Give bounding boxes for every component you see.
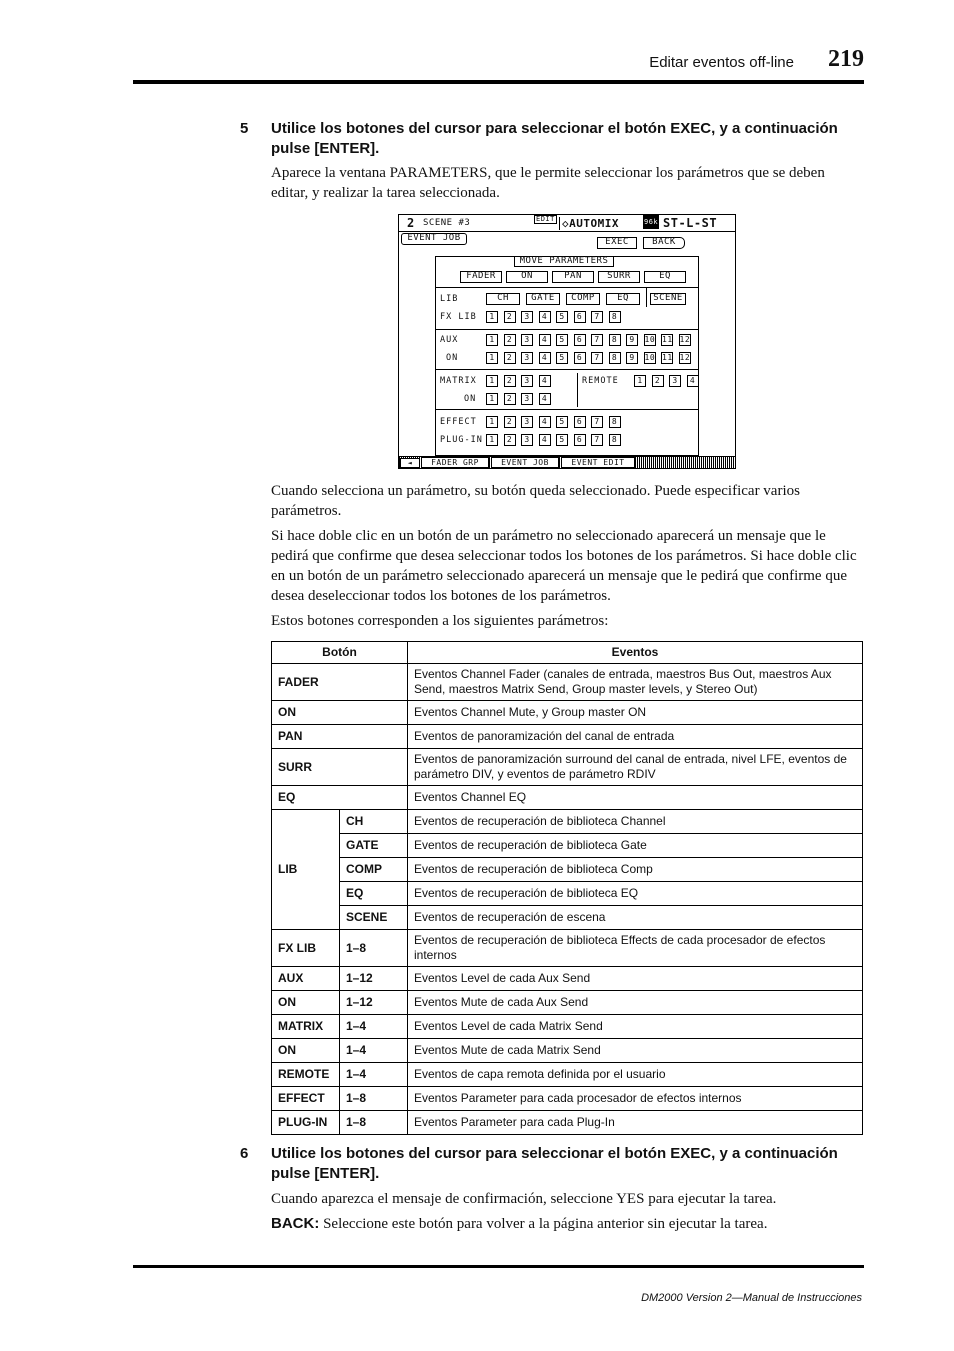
lcd-surr-button[interactable]: SURR [598, 271, 640, 283]
lcd-number-button[interactable]: 1 [486, 434, 498, 446]
lcd-number-button[interactable]: 6 [574, 416, 586, 428]
lcd-title-bar [399, 215, 735, 232]
table-cell-sub: 1–8 [340, 930, 408, 967]
table-cell-event: Eventos Channel Fader (canales de entrada, maestros Bus Out, maestros Aux Send, maestros Matrix Send, Group master levels, y Stereo Out) [408, 664, 863, 701]
lcd-number-button[interactable]: 9 [626, 352, 638, 364]
table-cell-event: Eventos Parameter para cada procesador de efectos internos [408, 1087, 863, 1111]
lcd-number-button[interactable]: 4 [539, 393, 551, 405]
table-cell-button: SURR [272, 749, 408, 786]
table-cell-button: EQ [272, 786, 408, 810]
lcd-fader-button[interactable]: FADER [460, 271, 502, 283]
lcd-number-button[interactable]: 7 [591, 334, 603, 346]
table-cell-button: REMOTE [272, 1063, 340, 1087]
lcd-lib-eq-button[interactable]: EQ [606, 293, 640, 305]
table-cell-button: PAN [272, 725, 408, 749]
table-cell-event: Eventos de recuperación de escena [408, 906, 863, 930]
lcd-aux-label: AUX [440, 335, 459, 345]
table-cell-button: AUX [272, 967, 340, 991]
lcd-number-button[interactable]: 4 [539, 434, 551, 446]
back-note [271, 1214, 863, 1234]
lcd-number-button[interactable]: 11 [662, 335, 673, 344]
lcd-number-button[interactable]: 1 [486, 416, 498, 428]
lcd-number-button[interactable]: 3 [521, 375, 533, 387]
lcd-number-button[interactable]: 12 [679, 335, 691, 344]
table-cell-event: Eventos Channel Mute, y Group master ON [408, 701, 863, 725]
table-cell-button: MATRIX [272, 1015, 340, 1039]
step-6-number: 6 [240, 1145, 249, 1162]
table-cell-button: ON [272, 701, 408, 725]
lcd-screen [398, 214, 736, 469]
lcd-number-button[interactable]: 8 [609, 416, 621, 428]
lcd-number-button[interactable]: 4 [687, 375, 699, 387]
table-cell-sub: EQ [340, 882, 408, 906]
lcd-aux-on-label: ON [446, 353, 459, 363]
table-cell-sub: 1–8 [340, 1111, 408, 1135]
lcd-number-button[interactable]: 4 [539, 334, 551, 346]
page-number: 219 [828, 46, 864, 72]
lcd-lib-label: LIB [440, 294, 459, 304]
table-cell-sub: COMP [340, 858, 408, 882]
table-cell-sub: 1–4 [340, 1015, 408, 1039]
lcd-back-button[interactable]: BACK [643, 237, 685, 249]
table-cell-sub: GATE [340, 834, 408, 858]
lcd-number-button[interactable]: 3 [521, 393, 533, 405]
lcd-number-button[interactable]: 3 [521, 352, 533, 364]
lcd-number-button[interactable]: 6 [574, 311, 586, 323]
lcd-number-button[interactable]: 5 [556, 311, 568, 323]
running-header-title: Editar eventos off-line [649, 54, 794, 71]
lcd-scene-number: 2 [407, 216, 415, 230]
lcd-number-button[interactable]: 1 [486, 334, 498, 346]
lcd-fs-badge: 96k [643, 215, 659, 229]
lcd-matrix-on-label: ON [464, 394, 477, 404]
lcd-number-button[interactable]: 2 [504, 434, 516, 446]
parameters-table [271, 641, 863, 1135]
lcd-number-button[interactable]: 6 [574, 334, 586, 346]
table-cell-event: Eventos de panoramización del canal de entrada [408, 725, 863, 749]
step-6-instruction: Utilice los botones del cursor para seleccionar el botón EXEC, y a continuación pulse [ENTER]. [271, 1145, 838, 1182]
lcd-number-button[interactable]: 4 [539, 416, 551, 428]
lcd-panel-title: MOVE PARAMETERS [514, 256, 614, 267]
lcd-number-button[interactable]: 5 [556, 334, 568, 346]
lcd-number-button[interactable]: 4 [539, 311, 551, 323]
lcd-number-button[interactable]: 7 [591, 416, 603, 428]
table-cell-event: Eventos Parameter para cada Plug-In [408, 1111, 863, 1135]
table-cell-button: ON [272, 1039, 340, 1063]
lcd-number-button[interactable]: 1 [486, 352, 498, 364]
lcd-number-button[interactable]: 1 [634, 375, 646, 387]
lcd-number-button[interactable]: 2 [504, 393, 516, 405]
lcd-number-button[interactable]: 1 [486, 311, 498, 323]
lcd-number-button[interactable]: 2 [504, 416, 516, 428]
back-term: BACK: [271, 1215, 320, 1232]
table-cell-sub: CH [340, 810, 408, 834]
lcd-number-button[interactable]: 5 [556, 352, 568, 364]
step-5-text: Aparece la ventana PARAMETERS, que le permite seleccionar los parámetros que se deben editar, y realizar la tarea seleccionada. [271, 165, 825, 201]
table-cell-sub: 1–4 [340, 1063, 408, 1087]
lcd-number-button[interactable]: 10 [644, 353, 656, 362]
table-cell-sub: 1–8 [340, 1087, 408, 1111]
lcd-on-button[interactable]: ON [506, 271, 548, 283]
lcd-tab-scroll-left-icon[interactable]: ◄ [400, 458, 420, 468]
table-cell-button: FADER [272, 664, 408, 701]
table-header-eventos: Eventos [408, 642, 863, 664]
lcd-number-button[interactable]: 2 [504, 352, 516, 364]
lcd-event-job-tab: EVENT JOB [401, 233, 467, 245]
table-cell-sub: 1–4 [340, 1039, 408, 1063]
table-cell-event: Eventos Level de cada Aux Send [408, 967, 863, 991]
table-cell-event: Eventos Level de cada Matrix Send [408, 1015, 863, 1039]
lcd-number-button[interactable]: 12 [679, 353, 691, 362]
lcd-tab-bar [399, 456, 735, 468]
back-text: Seleccione este botón para volver a la página anterior sin ejecutar la tarea. [323, 1216, 768, 1232]
table-cell-button: ON [272, 991, 340, 1015]
lcd-number-button[interactable]: 4 [539, 375, 551, 387]
lcd-plugin-label: PLUG-IN [440, 435, 483, 445]
lcd-pan-button[interactable]: PAN [552, 271, 594, 283]
table-cell-event: Eventos de capa remota definida por el usuario [408, 1063, 863, 1087]
lcd-edit-badge: EDIT [536, 215, 555, 223]
lcd-automix: ◇AUTOMIX [559, 217, 619, 230]
lcd-lib-scene-button[interactable]: SCENE [650, 293, 686, 305]
lcd-number-button[interactable]: 1 [486, 375, 498, 387]
step-5-instruction: Utilice los botones del cursor para seleccionar el botón EXEC, y a continuación pulse [ENTER]. [271, 120, 838, 157]
table-cell-button: FX LIB [272, 930, 340, 967]
table-cell-event: Eventos Mute de cada Matrix Send [408, 1039, 863, 1063]
footer-text: DM2000 Version 2—Manual de Instrucciones [641, 1292, 862, 1304]
table-cell-sub: 1–12 [340, 991, 408, 1015]
lcd-effect-label: EFFECT [440, 417, 477, 427]
table-cell-event: Eventos de recuperación de biblioteca Comp [408, 858, 863, 882]
lcd-number-button[interactable]: 9 [626, 334, 638, 346]
lcd-number-button[interactable]: 3 [521, 311, 533, 323]
table-header-boton: Botón [272, 642, 408, 664]
footer-rule [133, 1265, 864, 1268]
table-cell-sub: 1–12 [340, 967, 408, 991]
lcd-parameters-panel [435, 256, 699, 456]
lcd-number-button[interactable]: 7 [591, 352, 603, 364]
lcd-lib-ch-button[interactable]: CH [486, 293, 520, 305]
lcd-number-button[interactable]: 8 [609, 311, 621, 323]
table-cell-event: Eventos de recuperación de biblioteca Channel [408, 810, 863, 834]
lcd-scene-label: SCENE #3 [423, 218, 471, 228]
step-5-number: 5 [240, 120, 249, 137]
lcd-fxlib-label: FX LIB [440, 312, 477, 322]
lcd-number-button[interactable]: 6 [574, 434, 586, 446]
lcd-matrix-label: MATRIX [440, 376, 477, 386]
table-cell-event: Eventos de recuperación de biblioteca Effects de cada procesador de efectos internos [408, 930, 863, 967]
lcd-exec-button[interactable]: EXEC [597, 237, 637, 249]
table-cell-event: Eventos de recuperación de biblioteca EQ [408, 882, 863, 906]
paragraph-1: Cuando selecciona un parámetro, su botón queda seleccionado. Puede especificar varios parámetros. [271, 483, 800, 519]
paragraph-2: Si hace doble clic en un botón de un parámetro no seleccionado aparecerá un mensaje que le pedirá que confirme que desea seleccionar todos los botones de los parámetros. Si hace doble clic en un botón de un parámetro seleccionado aparecerá un mensaje que le pedirá que confirme que desea deseleccionar todos los botones de los parámetros. [271, 528, 857, 604]
lcd-number-button[interactable]: 2 [652, 375, 664, 387]
lcd-number-button[interactable]: 3 [521, 416, 533, 428]
table-cell-sub: SCENE [340, 906, 408, 930]
table-cell-event: Eventos Channel EQ [408, 786, 863, 810]
table-cell-event: Eventos Mute de cada Aux Send [408, 991, 863, 1015]
lcd-number-button[interactable]: 2 [504, 375, 516, 387]
lcd-number-button[interactable]: 6 [574, 352, 586, 364]
lcd-number-button[interactable]: 4 [539, 352, 551, 364]
lcd-channel: ST-L-ST [663, 216, 718, 230]
lcd-number-button[interactable]: 3 [669, 375, 681, 387]
table-cell-button: PLUG-IN [272, 1111, 340, 1135]
lcd-tab-fader-grp[interactable]: FADER GRP [421, 457, 489, 468]
lcd-tab-event-edit[interactable]: EVENT EDIT [561, 457, 635, 468]
lcd-number-button[interactable]: 1 [486, 393, 498, 405]
table-cell-button: EFFECT [272, 1087, 340, 1111]
lcd-number-button[interactable]: 3 [521, 434, 533, 446]
table-cell-event: Eventos de panoramización surround del canal de entrada, nivel LFE, eventos de parámetro DIV, y eventos de parámetro RDIV [408, 749, 863, 786]
table-cell-button: LIB [272, 810, 340, 930]
lcd-number-button[interactable]: 5 [556, 416, 568, 428]
lcd-remote-label: REMOTE [582, 376, 619, 386]
lcd-number-button[interactable]: 11 [662, 353, 673, 362]
paragraph-3: Estos botones corresponden a los siguientes parámetros: [271, 613, 609, 629]
lcd-eq-button[interactable]: EQ [644, 271, 686, 283]
lcd-number-button[interactable]: 2 [504, 334, 516, 346]
lcd-number-button[interactable]: 2 [504, 311, 516, 323]
lcd-lib-gate-button[interactable]: GATE [526, 293, 560, 305]
lcd-number-button[interactable]: 3 [521, 334, 533, 346]
lcd-number-button[interactable]: 10 [644, 335, 656, 344]
header-rule [133, 80, 864, 84]
lcd-number-button[interactable]: 8 [609, 352, 621, 364]
lcd-tab-event-job[interactable]: EVENT JOB [491, 457, 559, 468]
lcd-number-button[interactable]: 7 [591, 434, 603, 446]
lcd-number-button[interactable]: 8 [609, 334, 621, 346]
lcd-number-button[interactable]: 5 [556, 434, 568, 446]
step-6-text: Cuando aparezca el mensaje de confirmación, seleccione YES para ejecutar la tarea. [271, 1191, 777, 1207]
lcd-number-button[interactable]: 8 [609, 434, 621, 446]
lcd-lib-comp-button[interactable]: COMP [566, 293, 600, 305]
table-cell-event: Eventos de recuperación de biblioteca Gate [408, 834, 863, 858]
lcd-number-button[interactable]: 7 [591, 311, 603, 323]
